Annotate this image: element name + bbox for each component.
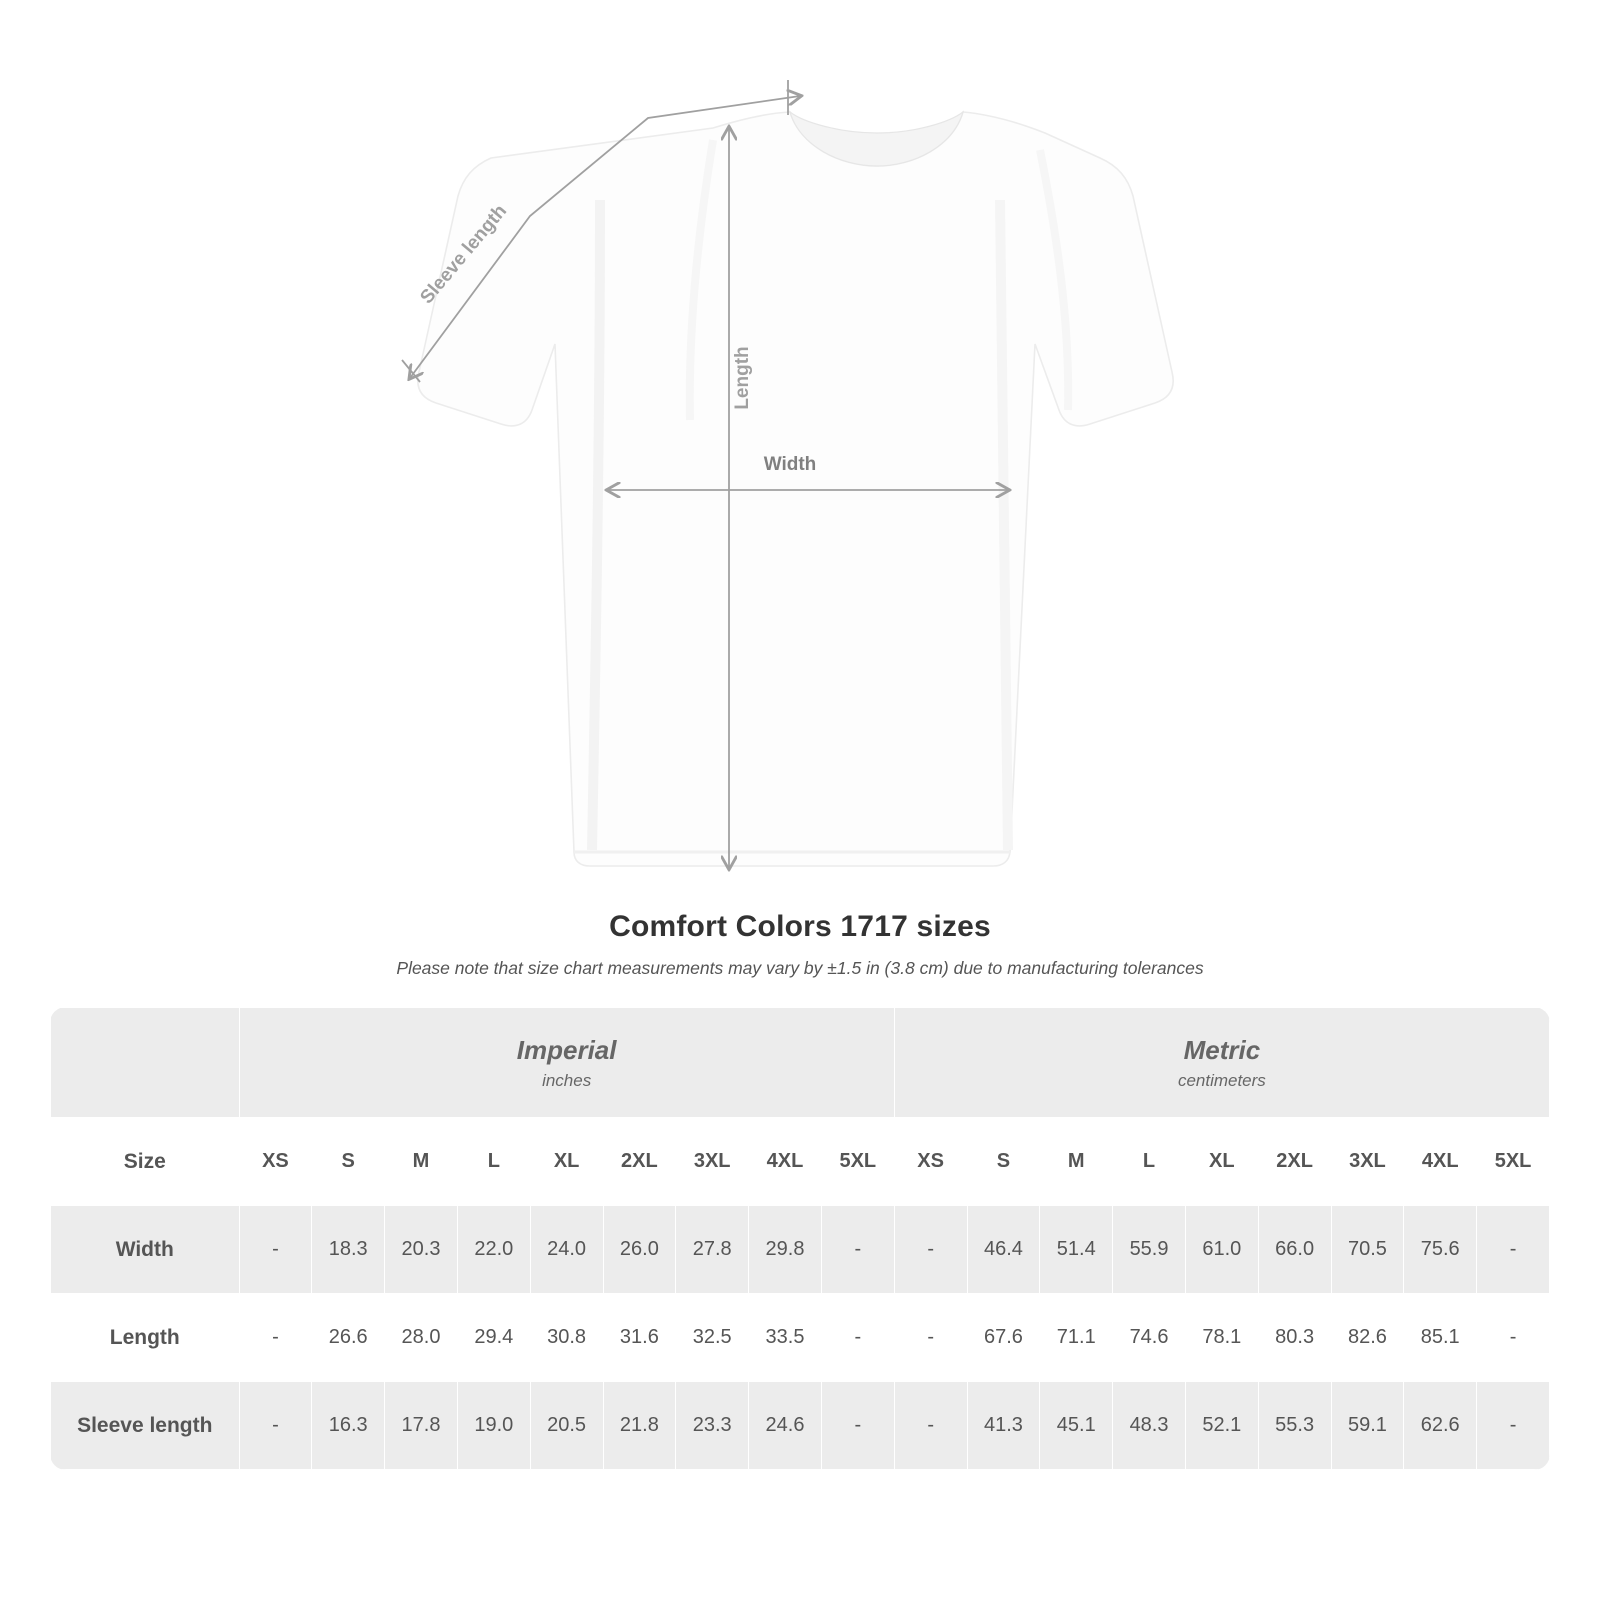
- cell-sleeve-length-metric-3xl: 59.1: [1331, 1382, 1404, 1470]
- cell-sleeve-length-imperial-2xl: 21.8: [603, 1382, 676, 1470]
- unit-subtitle: centimeters: [1177, 1070, 1266, 1090]
- table-row: [51, 1206, 1550, 1294]
- cell-width-imperial-s: 18.3: [312, 1206, 385, 1294]
- size-header-metric-2xl: 2XL: [1258, 1118, 1331, 1206]
- cell-sleeve-length-metric-5xl: -: [1477, 1382, 1550, 1470]
- table-row: [51, 1294, 1550, 1382]
- cell-sleeve-length-imperial-xl: 20.5: [530, 1382, 603, 1470]
- size-header-metric-5xl: 5XL: [1477, 1118, 1550, 1206]
- cell-length-metric-s: 67.6: [967, 1294, 1040, 1382]
- cell-sleeve-length-imperial-3xl: 23.3: [676, 1382, 749, 1470]
- cell-width-metric-l: 55.9: [1113, 1206, 1186, 1294]
- cell-length-imperial-3xl: 32.5: [676, 1294, 749, 1382]
- cell-sleeve-length-metric-xs: -: [894, 1382, 967, 1470]
- size-header-metric-4xl: 4XL: [1404, 1118, 1477, 1206]
- tolerance-note: Please note that size chart measurements may vary by ±1.5 in (3.8 cm) due to manufacturing tolerances: [396, 958, 1204, 978]
- cell-sleeve-length-imperial-l: 19.0: [457, 1382, 530, 1470]
- unit-header-metric: [894, 1008, 1549, 1118]
- length-label: Length: [732, 346, 753, 410]
- size-header-imperial-2xl: 2XL: [603, 1118, 676, 1206]
- cell-width-metric-4xl: 75.6: [1404, 1206, 1477, 1294]
- size-table-wrapper: [50, 1007, 1550, 1470]
- cell-sleeve-length-imperial-s: 16.3: [312, 1382, 385, 1470]
- cell-width-metric-s: 46.4: [967, 1206, 1040, 1294]
- cell-sleeve-length-imperial-5xl: -: [821, 1382, 894, 1470]
- cell-sleeve-length-imperial-4xl: 24.6: [749, 1382, 822, 1470]
- cell-width-imperial-5xl: -: [821, 1206, 894, 1294]
- cell-length-metric-xl: 78.1: [1185, 1294, 1258, 1382]
- cell-length-imperial-5xl: -: [821, 1294, 894, 1382]
- unit-header-row: [51, 1008, 1550, 1118]
- size-header-imperial-m: M: [385, 1118, 458, 1206]
- cell-length-imperial-2xl: 31.6: [603, 1294, 676, 1382]
- size-header-metric-s: S: [967, 1118, 1040, 1206]
- cell-width-metric-xl: 61.0: [1185, 1206, 1258, 1294]
- size-header-imperial-4xl: 4XL: [749, 1118, 822, 1206]
- cell-length-metric-l: 74.6: [1113, 1294, 1186, 1382]
- cell-length-metric-xs: -: [894, 1294, 967, 1382]
- cell-sleeve-length-metric-m: 45.1: [1040, 1382, 1113, 1470]
- unit-name: Metric: [1183, 1035, 1261, 1066]
- cell-width-metric-5xl: -: [1477, 1206, 1550, 1294]
- cell-sleeve-length-metric-s: 41.3: [967, 1382, 1040, 1470]
- size-header-metric-m: M: [1040, 1118, 1113, 1206]
- cell-length-metric-m: 71.1: [1040, 1294, 1113, 1382]
- cell-sleeve-length-metric-l: 48.3: [1113, 1382, 1186, 1470]
- cell-width-metric-xs: -: [894, 1206, 967, 1294]
- cell-length-imperial-4xl: 33.5: [749, 1294, 822, 1382]
- width-label: Width: [763, 454, 817, 475]
- size-header-imperial-xl: XL: [530, 1118, 603, 1206]
- unit-name: Imperial: [516, 1035, 617, 1066]
- size-header-metric-xl: XL: [1185, 1118, 1258, 1206]
- size-header-imperial-5xl: 5XL: [821, 1118, 894, 1206]
- cell-sleeve-length-metric-4xl: 62.6: [1404, 1382, 1477, 1470]
- cell-length-metric-5xl: -: [1477, 1294, 1550, 1382]
- cell-width-imperial-4xl: 29.8: [749, 1206, 822, 1294]
- page-title: Comfort Colors 1717 sizes: [609, 910, 991, 943]
- cell-width-metric-m: 51.4: [1040, 1206, 1113, 1294]
- size-header-metric-l: L: [1113, 1118, 1186, 1206]
- tshirt-shape: [418, 112, 1173, 866]
- cell-sleeve-length-imperial-m: 17.8: [385, 1382, 458, 1470]
- cell-sleeve-length-metric-xl: 52.1: [1185, 1382, 1258, 1470]
- unit-header-corner: [51, 1008, 240, 1118]
- cell-length-imperial-l: 29.4: [457, 1294, 530, 1382]
- cell-width-metric-3xl: 70.5: [1331, 1206, 1404, 1294]
- cell-length-imperial-s: 26.6: [312, 1294, 385, 1382]
- cell-length-imperial-xs: -: [239, 1294, 312, 1382]
- cell-width-imperial-3xl: 27.8: [676, 1206, 749, 1294]
- cell-width-imperial-xl: 24.0: [530, 1206, 603, 1294]
- row-label-width: Width: [51, 1206, 240, 1294]
- size-table: [50, 1007, 1550, 1470]
- cell-width-imperial-xs: -: [239, 1206, 312, 1294]
- size-header-metric-xs: XS: [894, 1118, 967, 1206]
- size-header-imperial-xs: XS: [239, 1118, 312, 1206]
- cell-width-metric-2xl: 66.0: [1258, 1206, 1331, 1294]
- row-label-sleeve-length: Sleeve length: [51, 1382, 240, 1470]
- cell-sleeve-length-imperial-xs: -: [239, 1382, 312, 1470]
- cell-length-metric-2xl: 80.3: [1258, 1294, 1331, 1382]
- size-column-header: Size: [51, 1118, 240, 1206]
- table-row: [51, 1382, 1550, 1470]
- sleeve-length-label: Sleeve length: [416, 200, 512, 309]
- size-header-metric-3xl: 3XL: [1331, 1118, 1404, 1206]
- size-header-row: [51, 1118, 1550, 1206]
- unit-subtitle: inches: [542, 1070, 592, 1090]
- cell-length-imperial-m: 28.0: [385, 1294, 458, 1382]
- cell-length-metric-3xl: 82.6: [1331, 1294, 1404, 1382]
- size-header-imperial-3xl: 3XL: [676, 1118, 749, 1206]
- cell-sleeve-length-metric-2xl: 55.3: [1258, 1382, 1331, 1470]
- title-block: [0, 910, 1600, 979]
- size-header-imperial-l: L: [457, 1118, 530, 1206]
- row-label-length: Length: [51, 1294, 240, 1382]
- cell-length-metric-4xl: 85.1: [1404, 1294, 1477, 1382]
- cell-width-imperial-l: 22.0: [457, 1206, 530, 1294]
- cell-width-imperial-2xl: 26.0: [603, 1206, 676, 1294]
- unit-header-imperial: [239, 1008, 894, 1118]
- size-header-imperial-s: S: [312, 1118, 385, 1206]
- cell-length-imperial-xl: 30.8: [530, 1294, 603, 1382]
- cell-width-imperial-m: 20.3: [385, 1206, 458, 1294]
